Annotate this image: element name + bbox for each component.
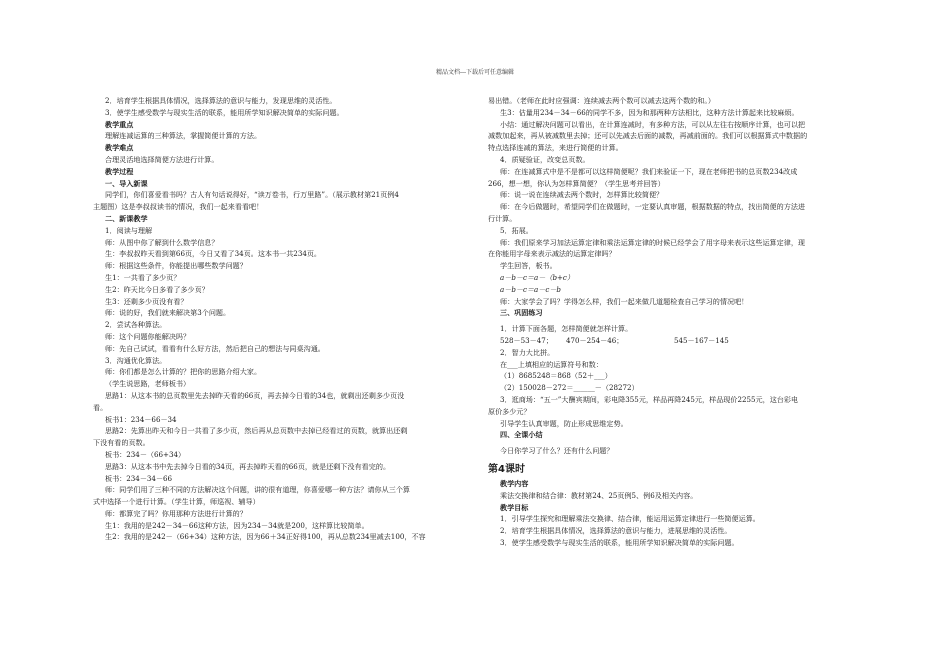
text-line: 2．尝试各种算法。 (105, 320, 167, 330)
text-line: 3．逛商场：“五一”大酬宾期间，彩电降355元，样品再降245元，样品现价2255元，这台彩电 (500, 394, 799, 404)
text-line: 思路2：先算出昨天和今日一共看了多少页，然后再从总页数中去掉已经看过的页数，就算出还剩 (105, 426, 408, 436)
text-line: 教学内容 (500, 478, 529, 488)
text-line: 1．计算下面各题，怎样简便就怎样计算。 (500, 324, 633, 334)
text-line: 生3：还剩多少页没有看？ (105, 296, 188, 306)
text-line: 生：李叔叔昨天看到第66页，今日又看了34页。这本书一共234页。 (105, 249, 322, 259)
text-line: 四、全课小结 (500, 430, 543, 440)
text-line: 减数加起来，再从被减数里去掉；还可以先减去后面的减数，再减前面的。我们可以根据算式中数据的 (488, 131, 808, 141)
text-line: 第4课时 (488, 463, 525, 475)
text-line: 教学难点 (105, 143, 134, 153)
text-line: 3．沟通优化算法。 (105, 355, 167, 365)
text-line: 生2：我用的是242－（66+34）这种方法，因为66＋34正好得100，再从总数234里减去100，不容 (105, 532, 426, 542)
text-line: 师：都算完了吗？你用那种方法进行计算的？ (105, 508, 247, 518)
text-line: 行计算。 (488, 213, 517, 223)
text-line: 理解连减运算的三种算法，掌握简便计算的方法。 (105, 131, 262, 141)
text-line: 师：说的好，我们就来解决第3个问题。 (105, 308, 231, 318)
text-line: 266，想一想，你认为怎样算简便？（学生思考并回答） (488, 178, 665, 188)
text-line: 师：在今后做题时，希望同学们在做题时，一定要认真审题，根据数据的特点，找出简便的方法进 (500, 202, 806, 212)
text-line: 师：说一说在连续减去两个数时，怎样算比较简便？ (500, 190, 664, 200)
text-line: 师：根据这些条件，你能提出哪些数学问题？ (105, 261, 247, 271)
text-line: 同学们，你们喜爱看书吗？古人有句话说得好，“读万卷书，行万里路”。（展示教材第21页例4 (105, 190, 399, 200)
text-line: 板书1：234－66－34 (105, 414, 177, 424)
text-line: 主题图）这是李叔叔读书的情况，我们一起来看看吧！ (93, 202, 264, 212)
text-line: 下没有看的页数。 (93, 438, 150, 448)
text-line: 乘法交换律和结合律：教材第24、25页例5、例6及相关内容。 (500, 490, 698, 500)
text-line: a－b－c＝a－c－b (500, 284, 561, 294)
text-line: 5．拓展。 (500, 225, 533, 235)
text-line: 师：从图中你了解到什么数学信息？ (105, 237, 219, 247)
text-line: 师：这个问题你能解决吗？ (105, 331, 191, 341)
text-line: 3．使学生感受数学与现实生活的联系，能用所学知识解决简单的实际问题。 (500, 537, 739, 547)
text-line: 教学重点 (105, 119, 134, 129)
text-line: 生3：估量用234－34－66的同学不多，因为和那两种方法相比，这种方法计算起来比较麻烦。 (500, 107, 799, 117)
text-line: （学生说思路，老师板书） (105, 379, 191, 389)
text-line: 合理灵活地选择简便方法进行计算。 (105, 154, 219, 164)
text-line: 师：我们原来学习加法运算定律和乘法运算定律的时候已经学会了用字母来表示这些运算定律，现 (500, 237, 806, 247)
text-line: 3．使学生感受数学与现实生活的联系，能用所学知识解决简单的实际问题。 (105, 107, 344, 117)
text-line: 易出错。（老师在此时应强调：连续减去两个数可以减去这两个数的和。） (488, 96, 715, 105)
calc-exercise-row (488, 335, 858, 347)
text-line: 2．培育学生根据具体情况，选择算法的意识与能力，发现思维的灵活性。 (105, 96, 337, 105)
text-line: 在___上填相应的运算符号和数： (500, 359, 603, 369)
text-line: 思路3：从这本书中先去掉今日看的34页，再去掉昨天看的66页，就是还剩下没有看完的。 (105, 461, 391, 471)
text-line: 2．智力大比拼。 (500, 347, 555, 357)
calc-exercise: 545－167－145 (674, 335, 729, 345)
calc-exercise: 470－254－46； (566, 335, 624, 345)
text-line: 生1：我用的是242－34－66这种方法，因为234－34就是200，这样算比较简单。 (105, 520, 369, 530)
text-line: 式中选择一个进行计算。（学生计算，师巡视、辅导） (93, 497, 260, 507)
text-line: 师：同学们用了三种不同的方法解决这个问题，讲的很有道理，你喜爱哪一种方法？请你从三个算 (105, 485, 411, 495)
right-column (488, 95, 858, 549)
text-line: 1．引导学生探究和理解乘法交换律、结合律，能运用运算定律进行一些简便运算。 (500, 514, 760, 524)
text-line: 板书：234－34－66 (105, 473, 173, 483)
text-line: 在你能用字母来表示减法的运算定律吗？ (488, 249, 616, 259)
text-line: 师：在连减算式中是不是都可以这样简便呢？我们来验证一下，现在老师把书的总页数234改成 (500, 166, 798, 176)
text-line: 4．质疑验证，改变总页数。 (500, 154, 590, 164)
text-line: 一、导入新课 (105, 178, 148, 188)
page-header: 精品文档---下载后可任意编辑 (435, 69, 515, 76)
text-line: （1）8685248＝868（52＋___） (500, 371, 612, 381)
text-line: 原价多少元？ (488, 406, 531, 416)
text-line: 小结：通过解决问题可以看出，在计算连减时，有多种方法，可以从左往右按顺序计算，也可以把 (500, 119, 806, 129)
text-line: 特点选择连减的算法，来进行简便的计算。 (488, 143, 623, 153)
text-line: 今日你学习了什么？还有什么问题？ (500, 446, 614, 456)
text-line: 学生回答，板书。 (500, 261, 557, 271)
text-line: 生1：一共看了多少页？ (105, 272, 181, 282)
text-line: 生2：昨天比今日多看了多少页？ (105, 284, 209, 294)
calc-exercise: 528－53－47； (500, 335, 553, 345)
text-line: 思路1：从这本书的总页数里先去掉昨天看的66页，再去掉今日看的34也，就剩出还剩多少页没 (105, 390, 405, 400)
text-line: 2．培育学生根据具体情况，选择算法的意识与能力，进展思维的灵活性。 (500, 526, 732, 536)
text-line: 师：大家学会了吗？学得怎么样，我们一起来做几道题检查自己学习的情况吧！ (500, 296, 749, 306)
text-line: 师：先自己试试，看看有什么好方法，然后把自己的想法与同桌沟通。 (105, 343, 325, 353)
text-line: （2）150028－272＝______－（28272） (500, 383, 639, 393)
text-line: 三、巩固练习 (500, 308, 543, 318)
text-line: 1．阅读与理解 (105, 225, 153, 235)
text-line: 师：你们都是怎么计算的？把你的思路介绍大家。 (105, 367, 262, 377)
text-line: 教学过程 (105, 166, 134, 176)
left-column (93, 95, 460, 543)
text-line: 引导学生认真审题，防止形成思维定势。 (500, 418, 628, 428)
text-line: 板书：234－（66+34） (105, 449, 186, 459)
text-line: 二、新课教学 (105, 213, 148, 223)
text-line: 看。 (93, 402, 108, 412)
text-line: 教学目标 (500, 502, 529, 512)
text-line: a－b－c＝a－（b+c） (500, 272, 574, 282)
